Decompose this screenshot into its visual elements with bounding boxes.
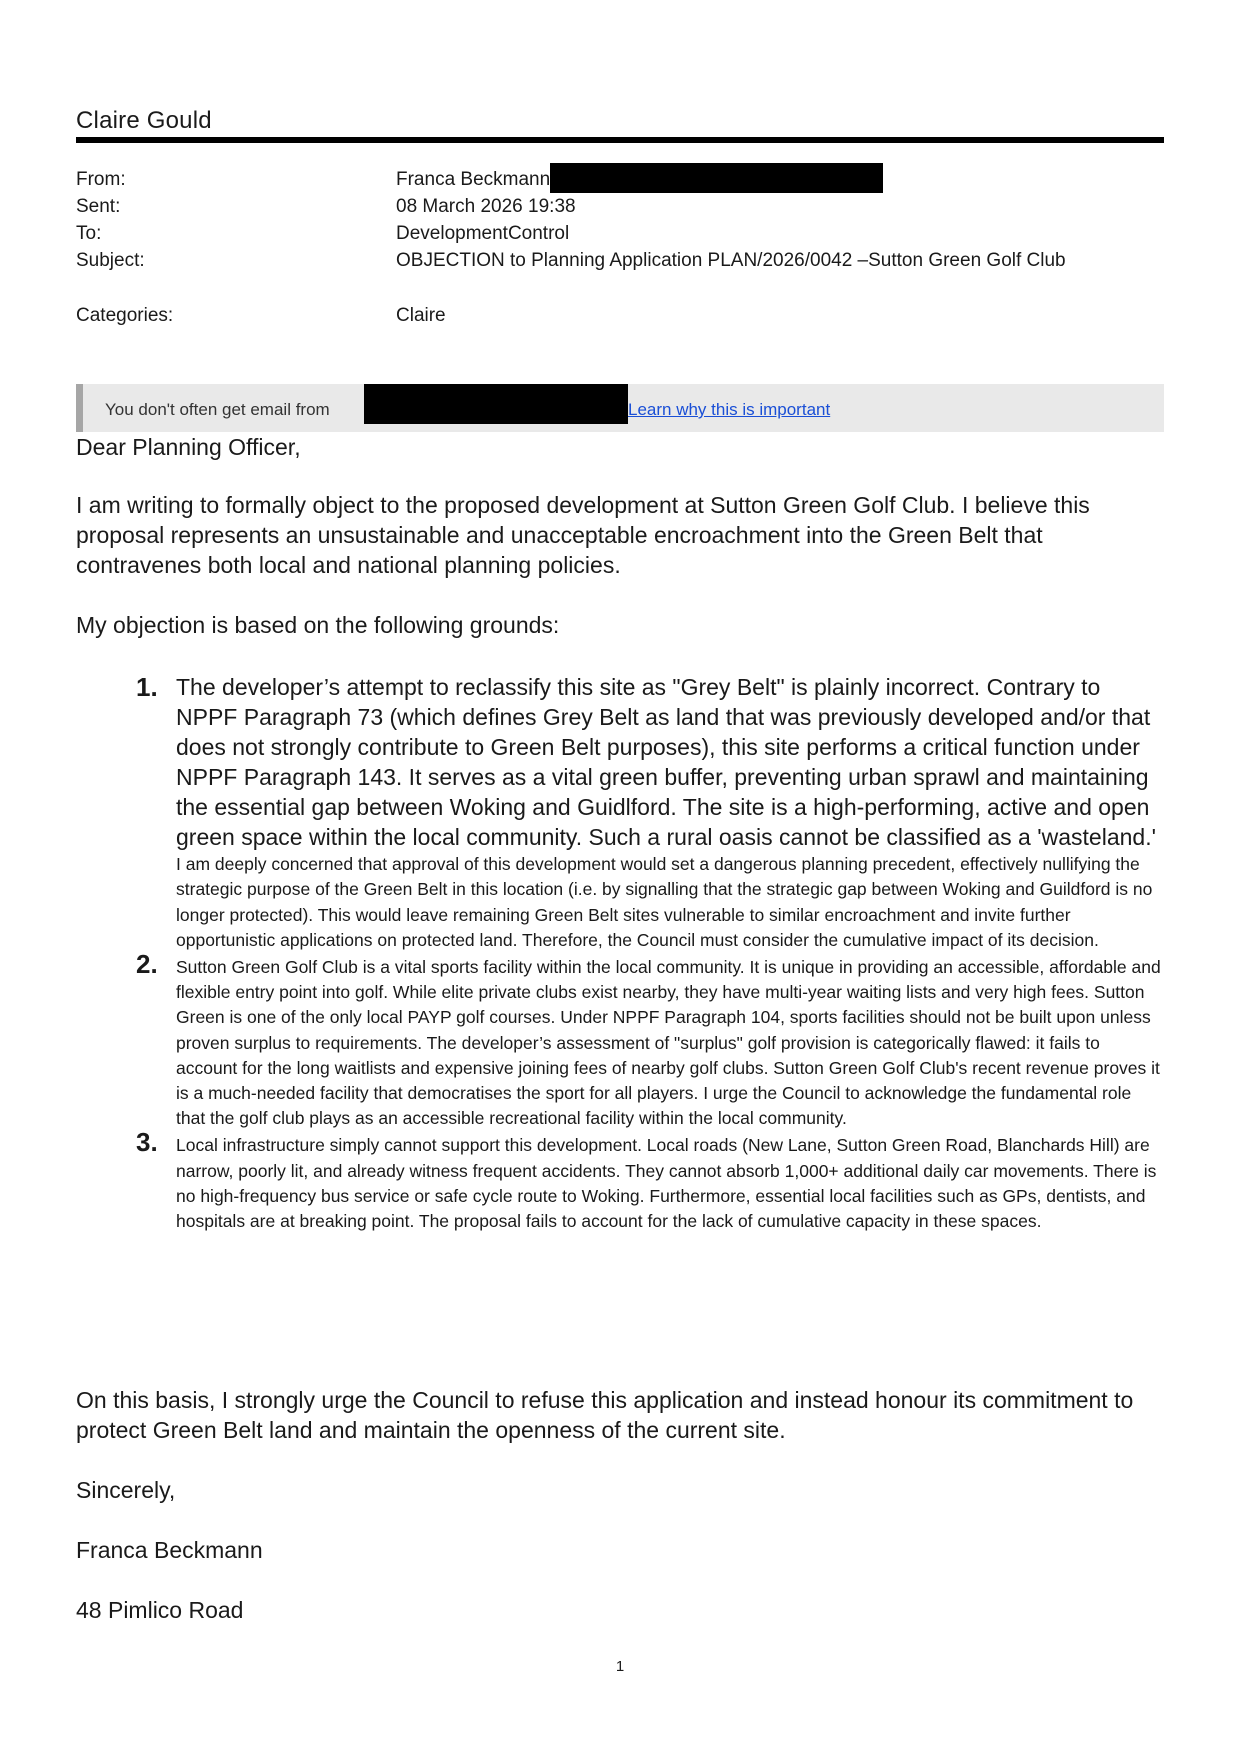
list-item [76, 672, 1164, 953]
categories-row [76, 302, 1164, 329]
sent-value: 08 March 2026 19:38 [396, 196, 576, 217]
list-number: 1. [136, 672, 158, 702]
subject-row [76, 247, 1164, 274]
subject-value: OBJECTION to Planning Application PLAN/2026/0042 –Sutton Green Golf Club [396, 250, 1066, 271]
learn-why-link[interactable]: Learn why this is important [628, 400, 831, 419]
list-item-text: Local infrastructure simply cannot support this development. Local roads (New Lane, Sutton Green Road, Blanchards Hill) are narrow, poorly lit, and already witness frequent accidents. They cannot absorb 1,000+ additional daily car movements. There is no high-frequency bus service or safe cycle route to Woking. Furthermore, essential local facilities such as GPs, dentists, and hospitals are at breaking point. The proposal fails to account for the lack of cumulative capacity in these spaces. [176, 1135, 1157, 1232]
list-number: 3. [136, 1127, 158, 1158]
from-label: From: [76, 169, 126, 190]
list-item-text: Sutton Green Golf Club is a vital sports facility within the local community. It is unique in providing an accessible, affordable and flexible entry point into golf. While elite private clubs exist nearby, they have multi-year waiting lists and very high fees. Sutton Green is one of the only local PAYP golf courses. Under NPPF Paragraph 104, sports facilities should not be built upon unless proven surplus to requirements. The developer’s assessment of "surplus" golf provision is categorically flawed: it fails to account for the long waitlists and expensive joining fees of nearby golf clubs. Sutton Green Golf Club's recent revenue proves it is a much-needed facility that democratises the sport for all players. I urge the Council to acknowledge the fundamental role that the golf club plays as an accessible recreational facility within the local community. [176, 957, 1161, 1129]
email-printout-page [76, 0, 1164, 1755]
page-number: 1 [615, 1658, 625, 1675]
list-item [76, 949, 1164, 1131]
external-sender-warning-banner [76, 384, 1164, 432]
intro-paragraph: I am writing to formally object to the proposed development at Sutton Green Golf Club. I believe this proposal represents an unsustainable and unacceptable encroachment into the Green Belt that contravenes both local and national planning policies. [76, 492, 1090, 578]
banner-text: You don't often get email from [105, 400, 330, 419]
mailbox-owner-name: Claire Gould [76, 107, 212, 134]
email-headers [76, 166, 1164, 329]
redacted-email-address [550, 163, 883, 193]
signature-name: Franca Beckmann [76, 1537, 263, 1563]
to-label: To: [76, 223, 102, 244]
grounds-intro: My objection is based on the following grounds: [76, 612, 560, 638]
from-row [76, 166, 1164, 193]
header-rule [76, 137, 1164, 143]
point-1-main-text: The developer’s attempt to reclassify this site as "Grey Belt" is plainly incorrect. Contrary to NPPF Paragraph 73 (which defines Grey Belt as land that was previously developed and/or that does not strongly contribute to Green Belt purposes), this site performs a critical function under NPPF Paragraph 143. It serves as a vital green buffer, preventing urban sprawl and maintaining the essential gap between Woking and Guidlford. The site is a high-performing, active and open green space within the local community. Such a rural oasis cannot be classified as a 'wasteland.' [176, 674, 1156, 850]
sender-name: Franca Beckmann [396, 169, 551, 190]
to-value: DevelopmentControl [396, 223, 570, 244]
list-number: 2. [136, 949, 158, 980]
list-item [76, 1127, 1164, 1234]
salutation: Dear Planning Officer, [76, 434, 301, 460]
point-1-continuation-text: I am deeply concerned that approval of this development would set a dangerous planning precedent, effectively nullifying the strategic purpose of the Green Belt in this location (i.e. by signalling that the strategic gap between Woking and Guildford is no longer protected). This would leave remaining Green Belt sites vulnerable to similar encroachment and invite further opportunistic applications on protected land. Therefore, the Council must consider the cumulative impact of its decision. [176, 854, 1153, 950]
categories-value: Claire [396, 305, 446, 326]
sign-off: Sincerely, [76, 1477, 176, 1503]
to-row [76, 220, 1164, 247]
subject-label: Subject: [76, 250, 145, 271]
categories-label: Categories: [76, 305, 174, 326]
list-item-text [176, 672, 1164, 953]
sent-label: Sent: [76, 196, 121, 217]
signature-address: 48 Pimlico Road [76, 1597, 244, 1623]
sent-row [76, 193, 1164, 220]
objection-grounds-list [76, 672, 1164, 1234]
closing-paragraph: On this basis, I strongly urge the Council to refuse this application and instead honour its commitment to protect Green Belt land and maintain the openness of the current site. [76, 1387, 1134, 1443]
redacted-sender-address [364, 384, 628, 424]
from-value [396, 166, 883, 193]
